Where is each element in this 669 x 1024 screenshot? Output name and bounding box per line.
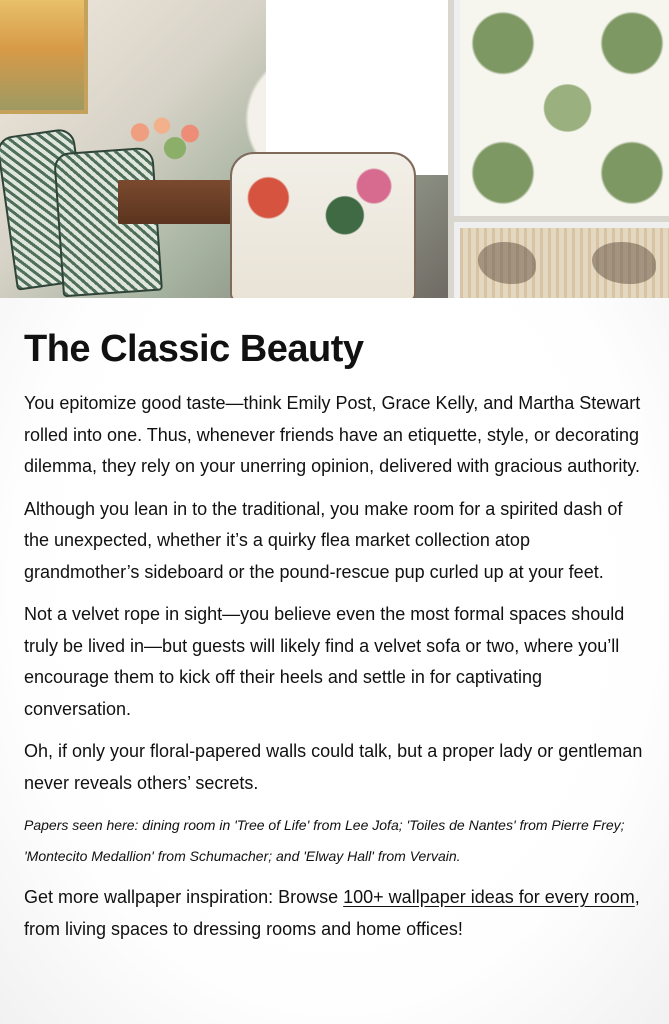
cta-paragraph	[24, 882, 645, 945]
image-caption: Papers seen here: dining room in 'Tree of Life' from Lee Jofa; 'Toiles de Nantes' from Pierre Frey; 'Montecito Medallion' from Schumacher; and 'Elway Hall' from Vervain.	[24, 817, 625, 864]
window-view	[266, 0, 448, 175]
wall-painting	[0, 0, 88, 114]
cta-suffix: , from living spaces to dressing rooms and home offices!	[24, 887, 640, 939]
hero-image-collage	[0, 0, 669, 298]
article-paragraph-2: Although you lean in to the traditional, you make room for a spirited dash of the unexpected, whether it’s a quirky flea market collection atop grandmother’s sideboard or the pound-rescue pup curled up at your feet.	[24, 498, 623, 582]
dining-room-photo	[0, 0, 448, 298]
cta-prefix: Get more wallpaper inspiration: Browse	[24, 887, 344, 907]
article-title: The Classic Beauty	[24, 328, 364, 370]
floral-armchair	[230, 152, 416, 298]
wallpaper-ideas-link[interactable]: 100+ wallpaper ideas for every room	[343, 887, 635, 907]
article-content	[0, 298, 669, 1024]
article-paragraph-1: You epitomize good taste—think Emily Post, Grace Kelly, and Martha Stewart rolled into one. Thus, whenever friends have an etiquette, style, or decorating dilemma, they rely on your unerring opinion, delivered with gracious authority.	[24, 393, 641, 476]
toile-wallpaper-swatch	[454, 222, 669, 298]
article-paragraph-3: Not a velvet rope in sight—you believe even the most formal spaces should truly be lived in—but guests will likely find a velvet sofa or two, where you’ll encourage them to kick off their heels and settle in for captivating conversation.	[24, 604, 625, 719]
green-medallion-wallpaper-swatch	[454, 0, 669, 216]
article-paragraph-4: Oh, if only your floral-papered walls could talk, but a proper lady or gentleman never reveals others’ secrets.	[24, 741, 643, 793]
